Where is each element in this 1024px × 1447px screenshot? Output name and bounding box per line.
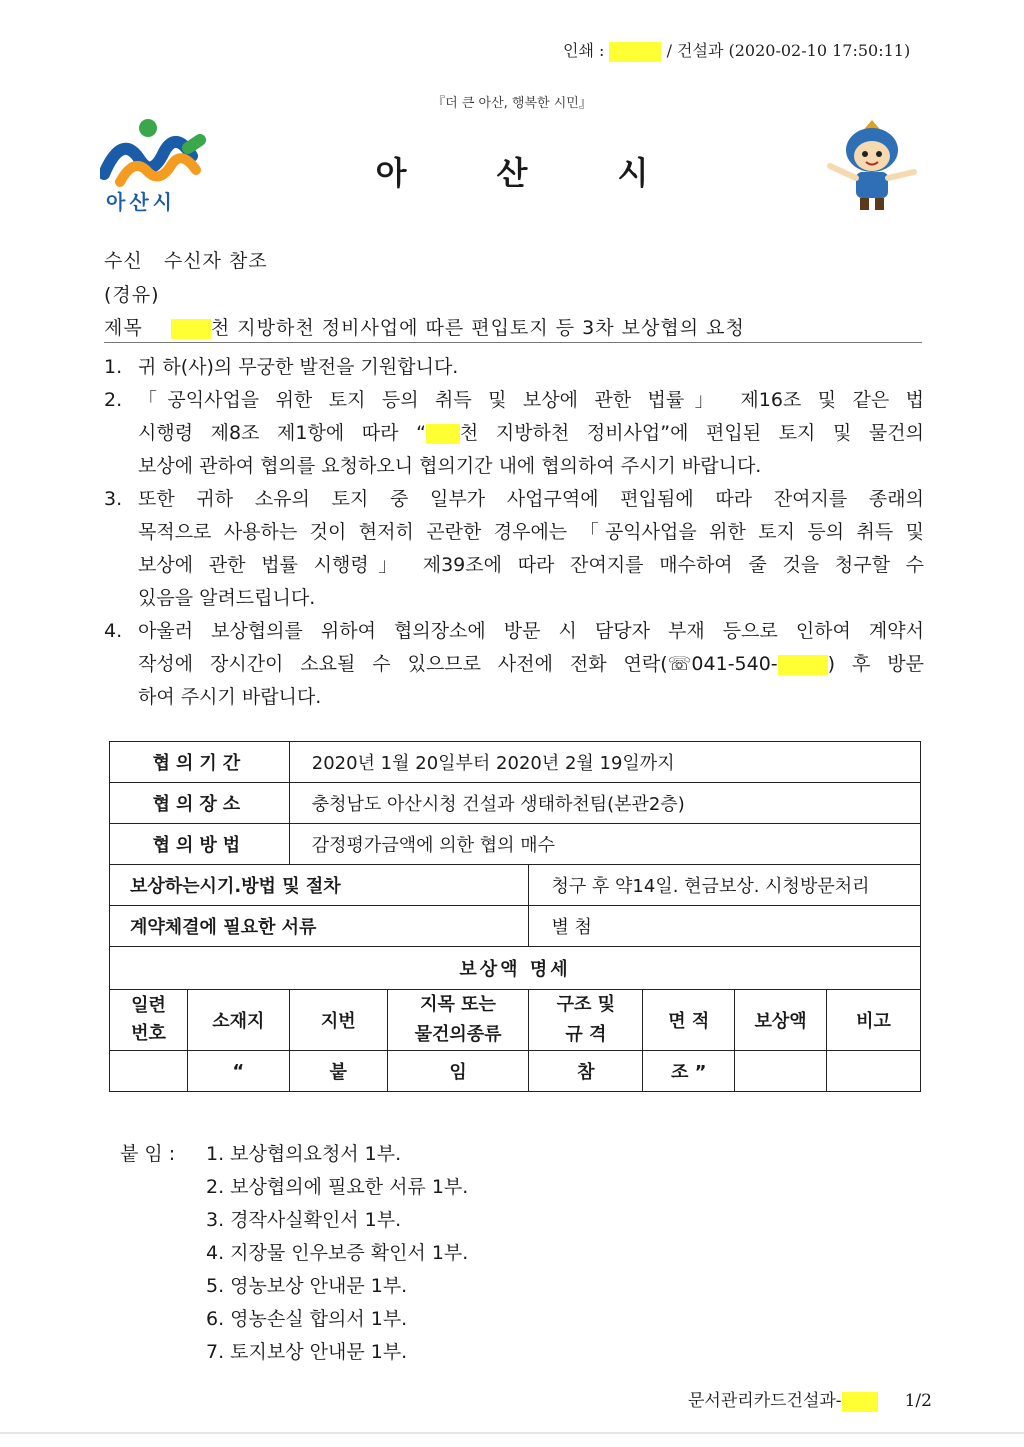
- city-title: 아산시: [375, 154, 739, 192]
- mascot-illustration: [822, 116, 922, 214]
- attachment-item: 7. 토지보상 안내문 1부.: [206, 1341, 408, 1363]
- logo-text: 아산시: [106, 190, 176, 214]
- doc-card-label: 문서관리카드건설과-: [688, 1391, 842, 1411]
- place-label: 협의장소: [110, 783, 290, 824]
- paragraph-line: 하여 주시기 바랍니다.: [138, 686, 322, 708]
- method-label: 협의방법: [110, 824, 290, 865]
- print-info: / 건설과 (2020-02-10 17:50:11): [666, 41, 911, 60]
- table-row: [110, 906, 921, 947]
- via-label: (경유): [104, 284, 160, 306]
- paragraph-line: 목적으로 사용하는 것이 현저히 곤란한 경우에는 「공익사업을 위한 토지 등의 취득 및: [138, 521, 924, 543]
- paragraph-number: 4.: [104, 620, 123, 642]
- redaction-highlight: [609, 42, 661, 62]
- attachment-item: 6. 영농손실 합의서 1부.: [206, 1308, 408, 1330]
- table-row: [110, 824, 921, 865]
- redaction-highlight: [426, 424, 460, 444]
- table-cell: “: [187, 1051, 289, 1092]
- period-label: 협의기간: [110, 742, 290, 783]
- print-header: [563, 38, 910, 62]
- recipient-line: [104, 246, 268, 273]
- redaction-highlight: [778, 655, 828, 675]
- paragraph-line: 보상에 관하여 협의를 요청하오니 협의기간 내에 협의하여 주시기 바랍니다.: [138, 455, 762, 477]
- paragraph-line: 아울러 보상협의를 위하여 협의장소에 방문 시 담당자 부재 등으로 인하여 계약서: [138, 620, 924, 642]
- recipient-value: 수신자 참조: [163, 250, 268, 272]
- period-value: 2020년 1월 20일부터 2020년 2월 19일까지: [289, 742, 920, 783]
- attachment-item: 3. 경작사실확인서 1부.: [206, 1209, 402, 1231]
- subject-label: 제목: [104, 317, 143, 339]
- attachment-item: 1. 보상협의요청서 1부.: [206, 1143, 402, 1165]
- consultation-table: [109, 741, 921, 1092]
- paragraph-line: 또한 귀하 소유의 토지 중 일부가 사업구역에 편입됨에 따라 잔여지를 종래의: [138, 488, 924, 510]
- page-bottom-edge: [0, 1432, 1024, 1434]
- method-value: 감정평가금액에 의한 협의 매수: [289, 824, 920, 865]
- table-cell: [827, 1051, 921, 1092]
- paragraph-4: [104, 615, 924, 714]
- redaction-highlight: [171, 319, 211, 339]
- detail-title: 보상액 명세: [110, 947, 921, 990]
- attachment-item: 2. 보상협의에 필요한 서류 1부.: [206, 1176, 469, 1198]
- table-cell: 참: [529, 1051, 643, 1092]
- table-cell: 조 ”: [643, 1051, 735, 1092]
- timing-label: 보상하는시기.방법 및 절차: [110, 865, 529, 906]
- table-cell: 임: [387, 1051, 529, 1092]
- divider: [104, 342, 922, 343]
- table-cell: 붙: [289, 1051, 387, 1092]
- place-value: 충청남도 아산시청 건설과 생태하천팀(본관2층): [289, 783, 920, 824]
- page-number: 1/2: [904, 1391, 932, 1411]
- table-header-row: [110, 990, 921, 1051]
- table-row: [110, 947, 921, 990]
- docs-value: 별 첨: [529, 906, 921, 947]
- slogan: 『더 큰 아산, 행복한 시민』: [432, 96, 592, 111]
- document-footer: [688, 1386, 932, 1412]
- redaction-highlight: [842, 1392, 878, 1412]
- paragraph-1: [104, 351, 924, 384]
- attachment-item: 5. 영농보상 안내문 1부.: [206, 1275, 408, 1297]
- column-header: 비고: [827, 990, 921, 1051]
- paragraph-number: 1.: [104, 356, 123, 378]
- table-cell: [110, 1051, 188, 1092]
- paragraph-line: 있음을 알려드립니다.: [138, 587, 316, 609]
- recipient-label: 수신: [104, 250, 143, 272]
- column-header: 지번: [289, 990, 387, 1051]
- paragraph-number: 3.: [104, 488, 123, 510]
- table-row: [110, 1051, 921, 1092]
- table-row: [110, 742, 921, 783]
- docs-label: 계약체결에 필요한 서류: [110, 906, 529, 947]
- paragraph-line: 작성에 장시간이 소요될 수 있으므로 사전에 전화 연락(☏041-540- ) 후 방문: [138, 653, 924, 675]
- column-header: 일련 번호: [110, 990, 188, 1051]
- paragraph-line: 보상에 관한 법률 시행령」 제39조에 따라 잔여지를 매수하여 줄 것을 청구할 수: [138, 554, 924, 576]
- column-header: 구조 및 규 격: [529, 990, 643, 1051]
- paragraph-line: 시행령 제8조 제1항에 따라 “ 천 지방하천 정비사업”에 편입된 토지 및 물건의: [138, 422, 924, 444]
- paragraph-2: [104, 384, 924, 483]
- attachment-item: 4. 지장물 인우보증 확인서 1부.: [206, 1242, 469, 1264]
- paragraph-3: [104, 483, 924, 615]
- subject-line: [104, 313, 745, 340]
- table-row: [110, 865, 921, 906]
- table-row: [110, 783, 921, 824]
- attachments-label: 붙 임 :: [120, 1143, 176, 1165]
- paragraph-text: 귀 하(사)의 무궁한 발전을 기원합니다.: [138, 356, 459, 378]
- table-cell: [735, 1051, 827, 1092]
- subject-value: 천 지방하천 정비사업에 따른 편입토지 등 3차 보상협의 요청: [210, 317, 745, 339]
- paragraph-number: 2.: [104, 389, 123, 411]
- column-header: 소재지: [187, 990, 289, 1051]
- column-header: 면 적: [643, 990, 735, 1051]
- print-label: 인쇄 :: [563, 41, 605, 60]
- timing-value: 청구 후 약14일. 현금보상. 시청방문처리: [529, 865, 921, 906]
- paragraph-line: 「공익사업을 위한 토지 등의 취득 및 보상에 관한 법률」 제16조 및 같은 법: [138, 389, 924, 411]
- mascot-icon: [822, 116, 922, 214]
- column-header: 보상액: [735, 990, 827, 1051]
- column-header: 지목 또는 물건의종류: [387, 990, 529, 1051]
